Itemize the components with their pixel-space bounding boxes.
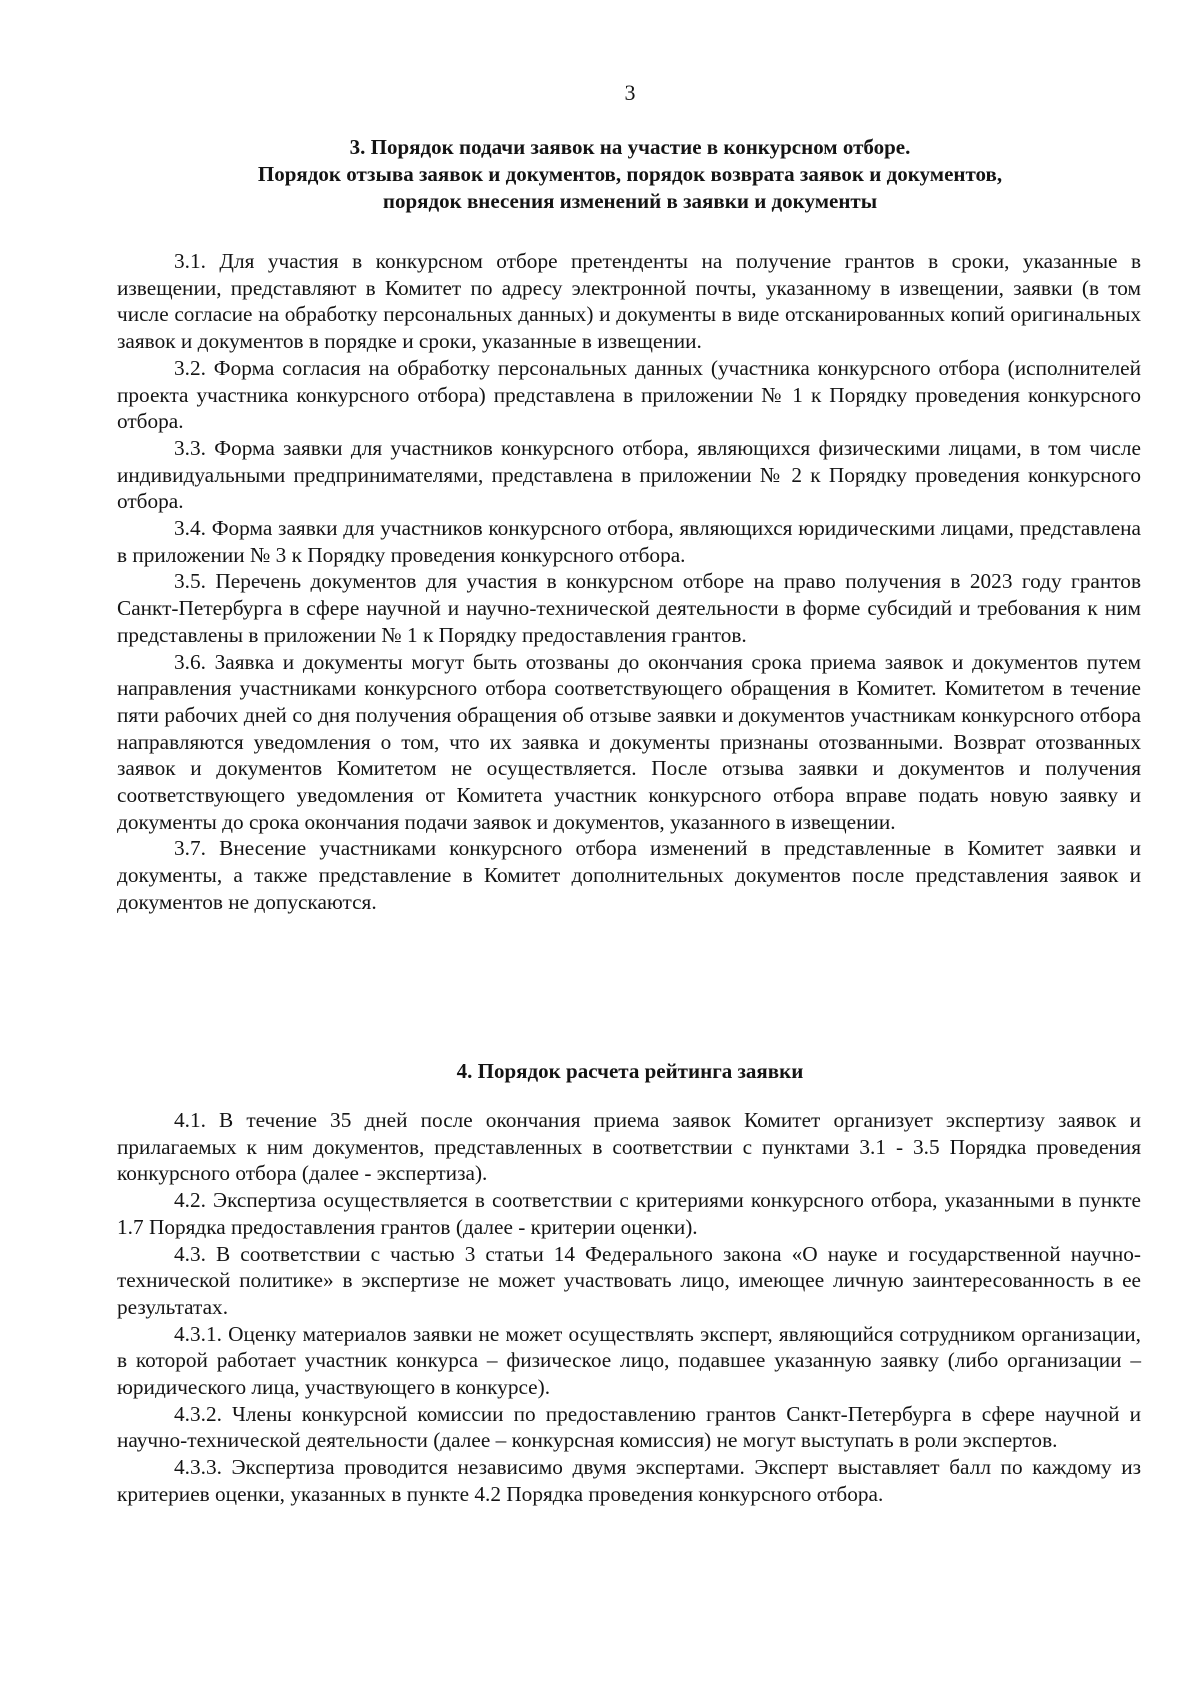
section-3-heading-line: Порядок отзыва заявок и документов, порядок возврата заявок и документов,	[257, 162, 1003, 186]
paragraph-4-1: 4.1. В течение 35 дней после окончания приема заявок Комитет организует экспертизу заявок и прилагаемых к ним документов, представленных в соответствии с пунктами 3.1 - 3.5 Порядка проведения конкурсного отбора (далее - экспертиза).	[117, 1108, 1141, 1186]
paragraph-4-2: 4.2. Экспертиза осуществляется в соответствии с критериями конкурсного отбора, указанными в пункте 1.7 Порядка предоставления грантов (далее - критерии оценки).	[117, 1188, 1141, 1239]
section-3-heading-line: порядок внесения изменений в заявки и документы	[382, 189, 878, 213]
section-4-body	[117, 1107, 1141, 1508]
paragraph-4-3-1: 4.3.1. Оценку материалов заявки не может осуществлять эксперт, являющийся сотрудником организации, в которой работает участник конкурса – физическое лицо, подавшее указанную заявку (либо организации – юридического лица, участвующего в конкурсе).	[117, 1321, 1141, 1400]
paragraph-4-3: 4.3. В соответствии с частью 3 статьи 14 Федерального закона «О науке и государственной научно-технической политике» в экспертизе не может участвовать лицо, имеющее личную заинтересованность в ее результатах.	[117, 1241, 1141, 1319]
section-3-body	[117, 248, 1141, 916]
section-3-heading-line: 3. Порядок подачи заявок на участие в конкурсном отборе.	[349, 135, 911, 159]
page-number: 3	[624, 80, 636, 105]
paragraph-4-3-2: 4.3.2. Члены конкурсной комиссии по предоставлению грантов Санкт-Петербурга в сфере научной и научно-технической деятельности (далее – конкурсная комиссия) не могут выступать в роли экспертов.	[117, 1401, 1141, 1453]
paragraph-3-3: 3.3. Форма заявки для участников конкурсного отбора, являющихся физическими лицами, в том числе индивидуальными предпринимателями, представлена в приложении № 2 к Порядку проведения конкурсного отбора.	[117, 435, 1141, 514]
paragraph-3-1: 3.1. Для участия в конкурсном отборе претенденты на получение грантов в сроки, указанные в извещении, представляют в Комитет по адресу электронной почты, указанному в извещении, заявки (в том числе согласие на обработку персональных данных) и документы в виде отсканированных копий оригинальных заявок и документов в порядке и сроки, указанные в извещении.	[117, 249, 1141, 354]
section-3-heading	[160, 134, 1100, 215]
section-4-heading: 4. Порядок расчета рейтинга заявки	[456, 1059, 804, 1083]
paragraph-4-3-3: 4.3.3. Экспертиза проводится независимо двумя экспертами. Эксперт выставляет балл по каждому из критериев оценки, указанных в пункте 4.2 Порядка проведения конкурсного отбора.	[117, 1455, 1141, 1506]
paragraph-3-5: 3.5. Перечень документов для участия в конкурсном отборе на право получения в 2023 году грантов Санкт-Петербурга в сфере научной и научно-технической деятельности в форме субсидий и требования к ним представлены в приложении № 1 к Порядку предоставления грантов.	[117, 569, 1141, 647]
paragraph-3-4: 3.4. Форма заявки для участников конкурсного отбора, являющихся юридическими лицами, представлена в приложении № 3 к Порядку проведения конкурсного отбора.	[117, 516, 1141, 567]
paragraph-3-6: 3.6. Заявка и документы могут быть отозваны до окончания срока приема заявок и документов путем направления участниками конкурсного отбора соответствующего обращения в Комитет. Комитетом в течение пяти рабочих дней со дня получения обращения об отзыве заявки и документов участникам конкурсного отбора направляются уведомления о том, что их заявка и документы признаны отозванными. Возврат отозванных заявок и документов Комитетом не осуществляется. После отзыва заявки и документов и получения соответствующего уведомления от Комитета участник конкурсного отбора вправе подать новую заявку и документы до срока окончания подачи заявок и документов, указанного в извещении.	[117, 649, 1141, 834]
paragraph-3-7: 3.7. Внесение участниками конкурсного отбора изменений в представленные в Комитет заявки и документы, а также представление в Комитет дополнительных документов после представления заявок и документов не допускаются.	[117, 836, 1141, 914]
paragraph-3-2: 3.2. Форма согласия на обработку персональных данных (участника конкурсного отбора (исполнителей проекта участника конкурсного отбора) представлена в приложении № 1 к Порядку проведения конкурсного отбора.	[117, 355, 1141, 434]
